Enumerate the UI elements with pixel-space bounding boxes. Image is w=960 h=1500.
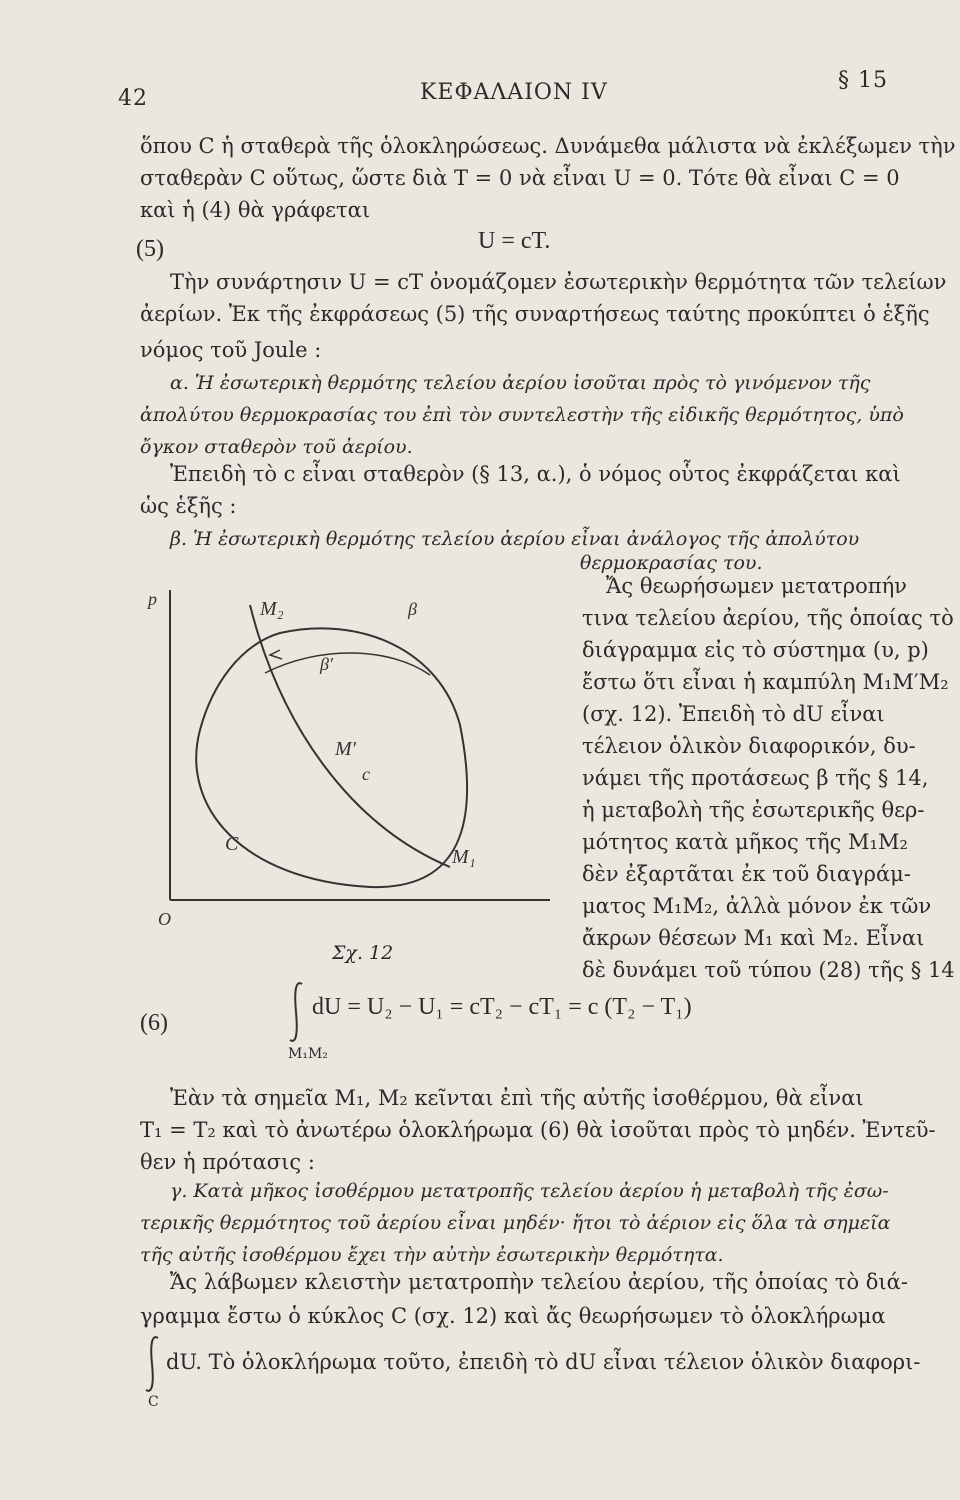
isotherm-curve [250,605,450,867]
integral-sign-icon [286,980,306,1044]
law-line: τερικῆς θερμότητος τοῦ ἀερίου εἶναι μηδέν· ἤτοι τὸ ἀέριον εἰς ὅλα τὰ σημεῖα [140,1212,891,1234]
text-line: νόμος τοῦ Joule : [140,338,322,362]
text-line: νάμει τῆς προτάσεως β τῆς § 14, [582,766,929,790]
arc-beta-prime [265,653,430,675]
text-line: δὲν ἐξαρτᾶται ἐκ τοῦ διαγράμ- [582,862,911,886]
integral-lower-limit: M₁M₂ [288,1046,328,1062]
law-line: τῆς αὐτῆς ἰσοθέρμου ἔχει τὴν αὐτὴν ἐσωτερικὴν θερμότητα. [140,1244,724,1266]
curve-label-c: c [362,764,370,784]
text-line: Ἄς θεωρήσωμεν μετατροπήν [606,574,907,598]
point-label-m2: M₂ [260,598,284,620]
point-label-m-prime: M′ [335,738,357,760]
text-line: ἀερίων. Ἐκ τῆς ἐκφράσεως (5) τῆς συναρτήσεως ταύτης προκύπτει ὁ ἑξῆς [140,302,930,326]
law-line: θερμοκρασίας του. [580,552,763,574]
text-line: Ἐπειδὴ τὸ c εἶναι σταθερὸν (§ 13, α.), ὁ νόμος οὗτος ἐκφράζεται καὶ [170,462,901,486]
section-mark: § 15 [838,68,888,93]
law-line: γ. Κατὰ μῆκος ἰσοθέρμου μετατροπῆς τελείου ἀερίου ἡ μεταβολὴ τῆς ἐσω- [170,1180,889,1202]
text-line: τέλειον ὁλικὸν διαφορικόν, δυ- [582,734,916,758]
axis-label-p: p [148,589,157,609]
text-line: καὶ ἡ (4) θὰ γράφεται [140,198,371,222]
text-line: θεν ἡ πρότασις : [140,1150,315,1174]
equation-5: U = cT. [478,228,551,254]
integral-lower-limit: C [148,1394,159,1410]
origin-label: O [158,909,171,929]
law-line: β. Ἡ ἐσωτερικὴ θερμότης τελείου ἀερίου εἶναι ἀνάλογος τῆς ἀπολύτου [170,528,860,550]
text-line: τινα τελείου ἀερίου, τῆς ὁποίας τὸ [582,606,954,630]
figure-caption: Σχ. 12 [332,942,394,964]
text-line: T₁ = T₂ καὶ τὸ ἀνωτέρω ὁλοκλήρωμα (6) θὰ ἰσοῦται πρὸς τὸ μηδέν. Ἐντεῦ- [140,1118,936,1142]
text-line: διάγραμμα εἰς τὸ σύστημα (υ, p) [582,638,929,662]
law-line: ἀπολύτου θερμοκρασίας του ἐπὶ τὸν συντελεστὴν τῆς εἰδικῆς θερμότητος, ὑπὸ [140,404,904,426]
curve-label-beta: β [408,599,417,619]
text-line: δὲ δυνάμει τοῦ τύπου (28) τῆς § 14 [582,958,955,982]
law-line: ὄγκον σταθερὸν τοῦ ἀερίου. [140,436,413,458]
text-line: Ἄς λάβωμεν κλειστὴν μετατροπὴν τελείου ἀερίου, τῆς ὁποίας τὸ διά- [170,1270,908,1294]
curve-label-beta-prime: β′ [320,654,333,674]
text-line: ἡ μεταβολὴ τῆς ἐσωτερικῆς θερ- [582,798,925,822]
arrow-icon [270,650,282,659]
text-line: σταθερὰν C οὕτως, ὥστε διὰ T = 0 νὰ εἶναι U = 0. Τότε θὰ εἶναι C = 0 [140,166,900,190]
equation-label: (5) [136,236,164,262]
text-line: ἄκρων θέσεων M₁ καὶ M₂. Εἶναι [582,926,925,950]
equation-label: (6) [140,1010,168,1036]
text-line: dU. Τὸ ὁλοκλήρωμα τοῦτο, ἐπειδὴ τὸ dU εἶναι τέλειον ὁλικὸν διαφορι- [166,1350,921,1374]
figure-12-diagram [130,575,570,955]
text-line: ἔστω ὅτι εἶναι ἡ καμπύλη M₁M′M₂ [582,670,949,694]
text-line: ὡς ἑξῆς : [140,494,237,518]
law-line: α. Ἡ ἐσωτερικὴ θερμότης τελείου ἀερίου ἰσοῦται πρὸς τὸ γινόμενον τῆς [170,372,871,394]
text-line: γραμμα ἔστω ὁ κύκλος C (σχ. 12) καὶ ἄς θεωρήσωμεν τὸ ὁλοκλήρωμα [140,1304,886,1328]
text-line: Τὴν συνάρτησιν U = cT ὀνομάζομεν ἐσωτερικὴν θερμότητα τῶν τελείων [170,270,947,294]
text-line: ὅπου C ἡ σταθερὰ τῆς ὁλοκληρώσεως. Δυνάμεθα μάλιστα νὰ ἐκλέξωμεν τὴν [140,134,956,158]
point-label-m1: M₁ [452,846,476,868]
text-line: Ἐὰν τὰ σημεῖα M₁, M₂ κεῖνται ἐπὶ τῆς αὐτῆς ἰσοθέρμου, θὰ εἶναι [170,1086,864,1110]
integral-sign-icon [142,1334,162,1394]
text-line: ματος M₁M₂, ἀλλὰ μόνον ἐκ τῶν [582,894,932,918]
chapter-title: ΚΕΦΑΛΑΙΟΝ IV [420,80,608,105]
text-line: (σχ. 12). Ἐπειδὴ τὸ dU εἶναι [582,702,885,726]
text-line: μότητος κατὰ μῆκος τῆς M₁M₂ [582,830,908,854]
page-number: 42 [118,86,148,111]
curve-label-cap-c: C [225,833,239,855]
equation-6: dU = U₂ − U₁ = cT₂ − cT₁ = c (T₂ − T₁) [312,994,692,1020]
